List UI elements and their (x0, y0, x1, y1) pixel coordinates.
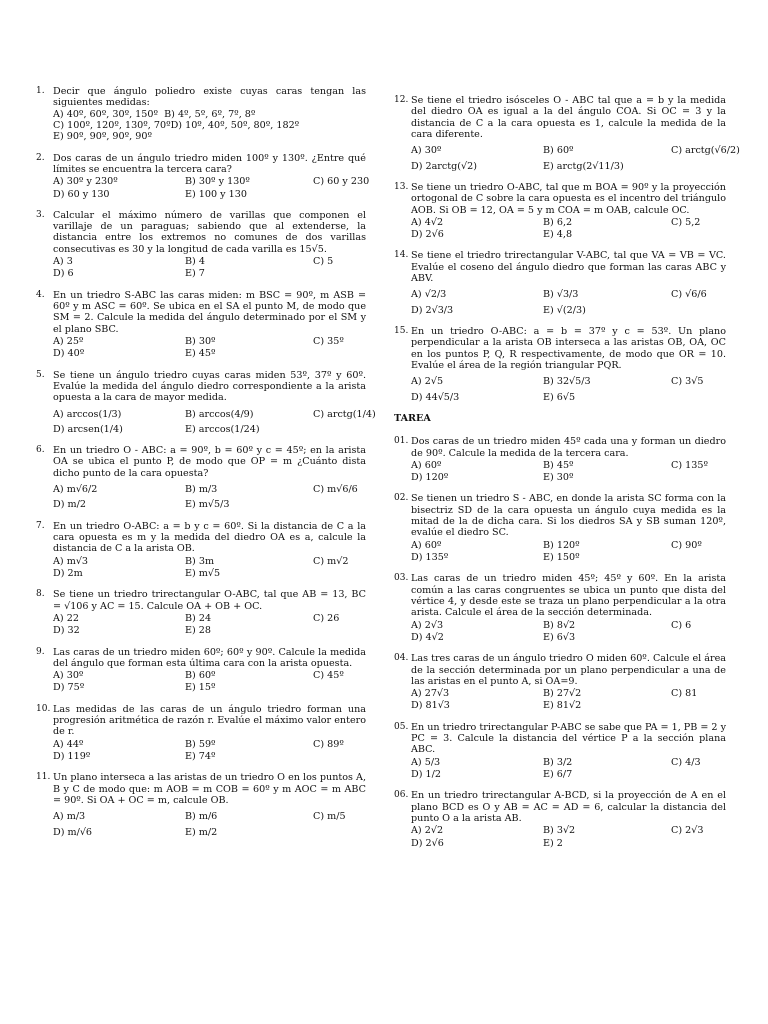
answer-option: C) 3√5 (671, 376, 704, 388)
answer-options (53, 613, 366, 637)
problem-number: 01. (394, 436, 409, 447)
problem-item (394, 493, 726, 563)
answer-option: D) m/2 (53, 499, 86, 511)
problem-item (394, 722, 726, 781)
problem-item (394, 95, 740, 172)
answer-option: A) √2/3 (411, 289, 447, 301)
answer-options (53, 811, 366, 838)
problem-item (36, 589, 366, 636)
answer-option: E) 4,8 (543, 229, 573, 241)
answer-option: C) 90º (671, 539, 702, 551)
problem-number: 8. (36, 589, 45, 600)
answer-option: B) m/3 (185, 484, 218, 496)
answer-option: A) m√6/2 (53, 484, 98, 496)
section-heading: TAREA (394, 412, 431, 424)
answer-option: E) 30º (543, 472, 574, 484)
answer-option: A) 27√3 (411, 688, 450, 700)
answer-options (53, 176, 370, 200)
problem-statement: En un triedro trirectangular A-BCD, si la proyección de A en el plano BCD es O y AB = AC = AD = 6, calcular la distancia del punto O a la arista AB. (411, 790, 726, 824)
answer-options (411, 145, 740, 172)
answer-options (411, 620, 726, 644)
answer-option: A) 60º (411, 459, 442, 471)
answer-option: C) 5,2 (671, 216, 701, 228)
problem-number: 3. (36, 209, 45, 220)
answer-option: E) arctg(2√11/3) (543, 160, 624, 172)
answer-options (411, 757, 726, 781)
problem-item (394, 573, 726, 643)
answer-option: B) 3/2 (543, 756, 573, 768)
answer-option: A) 60º (411, 539, 442, 551)
right-column (394, 95, 740, 859)
answer-option: D) m/√6 (53, 826, 93, 838)
problem-item (36, 704, 366, 763)
answer-option: E) 6/7 (543, 769, 573, 780)
problem-statement: Un plano interseca a las aristas de un triedro O en los puntos A, B y C de modo que: m AOB = m COB = 60º y m AOC = m ABC = 90º. Si OA + OC = m, calcule OB. (53, 772, 366, 806)
problem-item (36, 290, 366, 360)
problem-item (36, 647, 366, 694)
answer-option: E) 15º (185, 682, 216, 694)
answer-options (53, 408, 376, 436)
answer-option: B) √3/3 (543, 289, 579, 301)
problem-statement: Las tres caras de un ángulo triedro O miden 60º. Calcule el área de la sección determinada por un plano perpendicular a una de las aristas en el punto A, si OA=9. (411, 653, 726, 687)
answer-option: E) 81√2 (543, 700, 582, 712)
answer-option: C) arctg(1/4) (313, 408, 376, 420)
answer-option: D) 2√6 (411, 229, 444, 241)
answer-option: B) 27√2 (543, 688, 582, 700)
left-column (36, 86, 376, 848)
answer-options (411, 289, 726, 316)
answer-option: A) 3 (53, 256, 73, 268)
answer-options (53, 484, 366, 511)
problem-item (36, 521, 366, 580)
problem-item (394, 790, 726, 849)
problem-number: 1. (36, 86, 45, 96)
answer-option: D) 135º (411, 552, 449, 563)
answer-option: C) m√2 (313, 555, 349, 567)
answer-option: D) 81√3 (411, 700, 450, 712)
problem-statement: Se tiene un triedro O-ABC, tal que m BOA = 90º y la proyección ortogonal de C sobre la cara opuesta es el incentro del triángulo AOB. Si OB = 12, OA = 5 y m COA = m OAB, calcule OC. (411, 181, 726, 216)
answer-option: C) 6 (671, 619, 692, 631)
problem-item (36, 445, 366, 511)
answer-option-line: A) 40º, 60º, 30º, 150º B) 4º, 5º, 6º, 7º, 8º (53, 108, 256, 120)
problem-statement: Las medidas de las caras de un ángulo triedro forman una progresión aritmética de razón r. Evalúe el máximo valor entero de r. (53, 703, 366, 738)
answer-option: A) 30º y 230º (53, 176, 118, 188)
answer-option: B) arccos(4/9) (185, 408, 254, 420)
answer-option: D) 2√6 (411, 837, 444, 849)
problem-number: 4. (36, 289, 45, 300)
problem-statement: Se tiene un triedro trirectangular O-ABC, tal que AB = 13, BC = √106 y AC = 15. Calcule OA + OB + OC. (53, 589, 366, 612)
problem-statement: En un triedro trirectangular P-ABC se sabe que PA = 1, PB = 2 y PC = 3. Calcule la distancia del vértice P a la sección plana ABC. (411, 721, 727, 756)
answer-option: B) 60º (185, 670, 216, 682)
answer-option-line: E) 90º, 90º, 90º, 90º (53, 131, 152, 143)
problem-number: 06. (394, 790, 409, 801)
problem-number: 2. (36, 152, 45, 163)
answer-option: A) 2√5 (411, 376, 444, 388)
answer-options (411, 688, 726, 712)
answer-option: C) 2√3 (671, 825, 704, 837)
problem-statement: Se tienen un triedro S - ABC, en donde la arista SC forma con la bisectriz SD de la cara opuesta un ángulo cuya medida es la mitad de la de dicha cara. Si los diedros SA y SB suman 120º, evalúe el diedro SC. (411, 493, 726, 539)
answer-option-line: C) 100º, 120º, 130º, 70ºD) 10º, 40º, 50º, 80º, 182º (53, 119, 300, 131)
answer-option: D) 40º (53, 348, 85, 360)
problem-statement: Se tiene el triedro trirectangular V-ABC, tal que VA = VB = VC. Evalúe el coseno del ángulo diedro que forman las caras ABC y ABV. (411, 250, 726, 285)
answer-option: C) 4/3 (671, 756, 701, 768)
answer-option: A) m/3 (53, 811, 86, 823)
answer-option: C) √6/6 (671, 289, 707, 301)
problem-number: 13. (394, 181, 409, 192)
answer-option: B) 30º y 130º (185, 176, 250, 188)
answer-option: C) 45º (313, 670, 344, 682)
answer-option: B) 24 (185, 612, 212, 624)
answer-option: D) 2arctg(√2) (411, 160, 477, 172)
problem-statement: Las caras de un triedro miden 45º; 45º y 60º. En la arista común a las caras congruentes se ubica un punto que dista del vértice 4, y desde este se traza un plano perpendicular a la otra arista. Calcule el área de la sección determinada. (411, 573, 726, 619)
problem-item (394, 653, 726, 712)
answer-option: D) 1/2 (411, 769, 441, 780)
answer-option: C) 89º (313, 738, 344, 750)
problem-number: 10. (36, 703, 51, 714)
problem-number: 9. (36, 646, 45, 657)
answer-option: B) 120º (543, 539, 580, 551)
problem-number: 11. (36, 772, 51, 783)
problem-item (36, 152, 370, 200)
problem-number: 12. (394, 95, 409, 105)
problem-number: 7. (36, 520, 45, 531)
answer-option: D) 120º (411, 472, 449, 484)
answer-option: C) 35º (313, 335, 344, 347)
answer-options (53, 256, 366, 280)
answer-option: C) arctg(√6/2) (671, 145, 740, 157)
problem-statement: Se tiene el triedro isósceles O - ABC tal que a = b y la medida del diedro OA es igual a la del ángulo COA. Si OC = 3 y la distancia de C a la cara opuesta es 1, calcule la medida de la cara diferente. (411, 95, 726, 140)
answer-option: C) m√6/6 (313, 484, 358, 496)
answer-options (411, 376, 726, 403)
answer-option: B) m/6 (185, 811, 218, 823)
answer-option: E) 45º (185, 348, 216, 360)
problem-item (36, 210, 366, 280)
answer-option: D) 60 y 130 (53, 188, 110, 200)
answer-option: E) m/2 (185, 826, 218, 838)
answer-option: A) 22 (53, 612, 79, 624)
answer-option: C) 135º (671, 459, 708, 471)
answer-option: E) √(2/3) (543, 304, 586, 316)
answer-option: A) 44º (53, 738, 84, 750)
problem-number: 5. (36, 369, 45, 380)
answer-option: C) m/5 (313, 811, 346, 823)
answer-option: D) 119º (53, 751, 91, 762)
answer-option: D) 2√3/3 (411, 304, 454, 316)
problem-number: 05. (394, 721, 409, 732)
answer-option: B) 4 (185, 256, 205, 268)
answer-option: D) 6 (53, 268, 74, 280)
answer-option: D) 2m (53, 567, 83, 579)
answer-option: A) 5/3 (411, 756, 441, 768)
answer-option: D) 44√5/3 (411, 391, 460, 403)
answer-option: E) m√5 (185, 567, 221, 579)
answer-option: B) 59º (185, 738, 216, 750)
answer-option: D) 4√2 (411, 631, 444, 643)
problem-number: 6. (36, 445, 45, 456)
answer-options (411, 217, 726, 241)
problem-statement: Dos caras de un triedro miden 45º cada una y forman un diedro de 90º. Calcule la medida de la tercera cara. (411, 436, 726, 459)
answer-option: C) 60 y 230 (313, 176, 370, 188)
problem-statement: En un triedro S-ABC las caras miden: m BSC = 90º, m ASB = 60º y m ASC = 60º. Se ubica en el SA el punto M, de modo que SM = 2. Calcule la medida del ángulo determinado por el SM y el plano SBC. (53, 289, 366, 335)
answer-options (411, 825, 726, 849)
problem-number: 02. (394, 493, 409, 504)
problem-item (36, 772, 366, 838)
problem-item (394, 182, 726, 241)
answer-option: A) 30º (53, 670, 84, 682)
answer-option: B) 30º (185, 335, 216, 347)
answer-options (53, 670, 366, 694)
answer-option: A) 4√2 (411, 216, 444, 228)
answer-option: C) 81 (671, 688, 698, 700)
answer-option: E) 74º (185, 751, 216, 762)
problem-number: 14. (394, 250, 409, 261)
answer-options (53, 556, 366, 580)
answer-option: E) 2 (543, 837, 563, 849)
answer-option: E) 28 (185, 625, 212, 637)
answer-option: B) 45º (543, 459, 574, 471)
problem-statement: En un triedro O-ABC: a = b = 37º y c = 53º. Un plano perpendicular a la arista OB interseca a las aristas OB, OA, OC en los puntos P, Q, R respectivamente, de modo que OR = 10. Evalúe el área de la región triangular PQR. (411, 326, 726, 371)
problem-item (36, 86, 366, 143)
answer-option: A) 2√3 (411, 619, 444, 631)
answer-option: E) 7 (185, 268, 205, 280)
answer-option: D) 32 (53, 625, 80, 637)
answer-option: B) 3m (185, 555, 215, 567)
answer-option: E) 6√5 (543, 391, 576, 403)
answer-options (53, 739, 366, 763)
problem-number: 04. (394, 653, 409, 664)
answer-option: C) 26 (313, 612, 340, 624)
problem-statement: En un triedro O-ABC: a = b y c = 60º. Si la distancia de C a la cara opuesta es m y la medida del diedro OA es a, calcule la distancia de C a la arista OB. (53, 520, 366, 555)
answer-options (53, 336, 366, 360)
answer-options (411, 460, 726, 484)
answer-options (411, 540, 726, 564)
problem-statement: Se tiene un ángulo triedro cuyas caras miden 53º, 37º y 60º. Evalúe la medida del ángulo diedro correspondiente a la arista opuesta a la cara de mayor medida. (53, 369, 366, 404)
answer-option: A) 25º (53, 335, 84, 347)
answer-option: A) arccos(1/3) (53, 408, 122, 420)
answer-option: E) arccos(1/24) (185, 423, 260, 435)
problem-number: 15. (394, 326, 409, 336)
problem-statement: Las caras de un triedro miden 60º; 60º y 90º. Calcule la medida del ángulo que forman esta última cara con la arista opuesta. (53, 646, 366, 669)
answer-option: B) 60º (543, 145, 574, 157)
answer-option: A) m√3 (53, 555, 89, 567)
answer-option: E) 100 y 130 (185, 188, 247, 200)
problem-item (394, 326, 726, 403)
problem-statement: Calcular el máximo número de varillas que componen el varillaje de un paraguas; sabiendo que al extenderse, la distancia entre los extremos no comunes de dos varillas consecutivas es 30 y la longitud de cada varilla es 15√5. (53, 209, 366, 255)
answer-option: E) m√5/3 (185, 499, 230, 511)
answer-option: B) 6,2 (543, 216, 573, 228)
problem-number: 03. (394, 573, 409, 584)
answer-option: B) 8√2 (543, 619, 576, 631)
answer-option: C) 5 (313, 256, 334, 268)
answer-option: D) arcsen(1/4) (53, 423, 123, 435)
problem-item (36, 369, 376, 436)
answer-option: D) 75º (53, 682, 85, 694)
answer-option: B) 32√5/3 (543, 376, 591, 388)
problem-statement: En un triedro O - ABC: a = 90º, b = 60º y c = 45º; en la arista OA se ubica el punto P, de modo que OP = m ¿Cuánto dista dicho punto de la cara opuesta? (53, 445, 366, 479)
problem-statement: Decir que ángulo poliedro existe cuyas caras tengan las siguientes medidas: (53, 86, 366, 109)
problem-item (394, 250, 726, 316)
problem-statement: Dos caras de un ángulo triedro miden 100º y 130º. ¿Entre qué límites se encuentra la tercera cara? (53, 152, 366, 175)
problem-item (394, 436, 726, 483)
answer-option: E) 150º (543, 552, 580, 563)
answer-option: B) 3√2 (543, 825, 576, 837)
answer-option: A) 30º (411, 145, 442, 157)
answer-option: E) 6√3 (543, 631, 576, 643)
answer-option: A) 2√2 (411, 825, 444, 837)
